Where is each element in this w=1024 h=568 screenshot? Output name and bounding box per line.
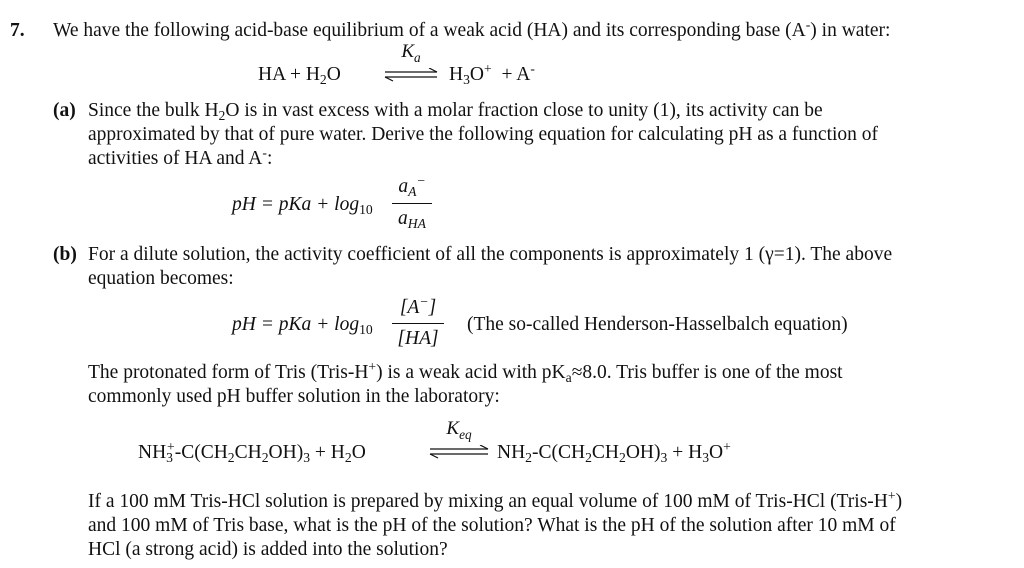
- equation-2-denominator: $a_{HA}$: [398, 208, 426, 231]
- equation-2-numerator: $a_A^-$: [398, 173, 426, 199]
- question-intro: We have the following acid-base equilibrium of a weak acid (HA) and its corresponding base (A-) in water:: [53, 17, 891, 41]
- equation-4-right: $NH_2-C(CH_2CH_2OH)_3 + H_3O^+$: [497, 439, 731, 465]
- equation-1-right: $H_3O^+ + A^-$: [449, 61, 535, 87]
- part-a-line-1: Since the bulk $H_2O$ is in vast excess with a molar fraction close to unity (1), its activity can be: [88, 100, 823, 123]
- tris-line-2: commonly used pH buffer solution in the laboratory:: [88, 386, 500, 407]
- final-question-line-1: If a 100 mM Tris-HCl solution is prepared by mixing an equal volume of 100 mM of Tris-HCl (Tris-H+): [88, 488, 903, 512]
- part-a-line-3: activities of HA and A-:: [88, 145, 273, 169]
- equilibrium-arrow-icon: [428, 445, 490, 459]
- henderson-hasselbalch-note: (The so-called Henderson-Hasselbalch equation): [467, 314, 848, 335]
- equation-2-lhs: pH = pKa + $\log_{10}$: [232, 194, 373, 217]
- equation-3-lhs: pH = pKa + $\log_{10}$: [232, 314, 373, 337]
- part-b-line-1: For a dilute solution, the activity coefficient of all the components is approximately 1 (γ=1). The above: [88, 244, 893, 265]
- tris-line-1: The protonated form of Tris (Tris-H+) is a weak acid with $pK_a\approx 8.0$. Tris buffer is one of the most: [88, 359, 843, 385]
- equilibrium-arrow-icon: [383, 68, 439, 82]
- final-question-line-3: HCl (a strong acid) is added into the solution?: [88, 539, 448, 560]
- equation-3-fraction: [392, 296, 444, 352]
- equilibrium-arrow-2: $K_{eq}$: [428, 419, 490, 463]
- equilibrium-arrow-1: $K_a$: [383, 42, 439, 86]
- equation-4-left: $NH_3^+-C(CH_2CH_2OH)_3 + H_2O$: [138, 439, 366, 465]
- part-b-label: (b): [53, 244, 77, 265]
- part-b-line-2: equation becomes:: [88, 268, 234, 289]
- equation-3-numerator: [A−]: [399, 294, 437, 318]
- equation-3-denominator: [HA]: [397, 328, 439, 349]
- equation-1-left: HA + $H_2O$: [258, 64, 341, 87]
- equation-2-fraction: [392, 175, 432, 231]
- final-question-line-2: and 100 mM of Tris base, what is the pH of the solution? What is the pH of the solution after 10 mM of: [88, 515, 896, 536]
- question-number: 7.: [10, 20, 25, 41]
- part-a-line-2: approximated by that of pure water. Derive the following equation for calculating pH as a function of: [88, 124, 879, 145]
- part-a-label: (a): [53, 100, 76, 121]
